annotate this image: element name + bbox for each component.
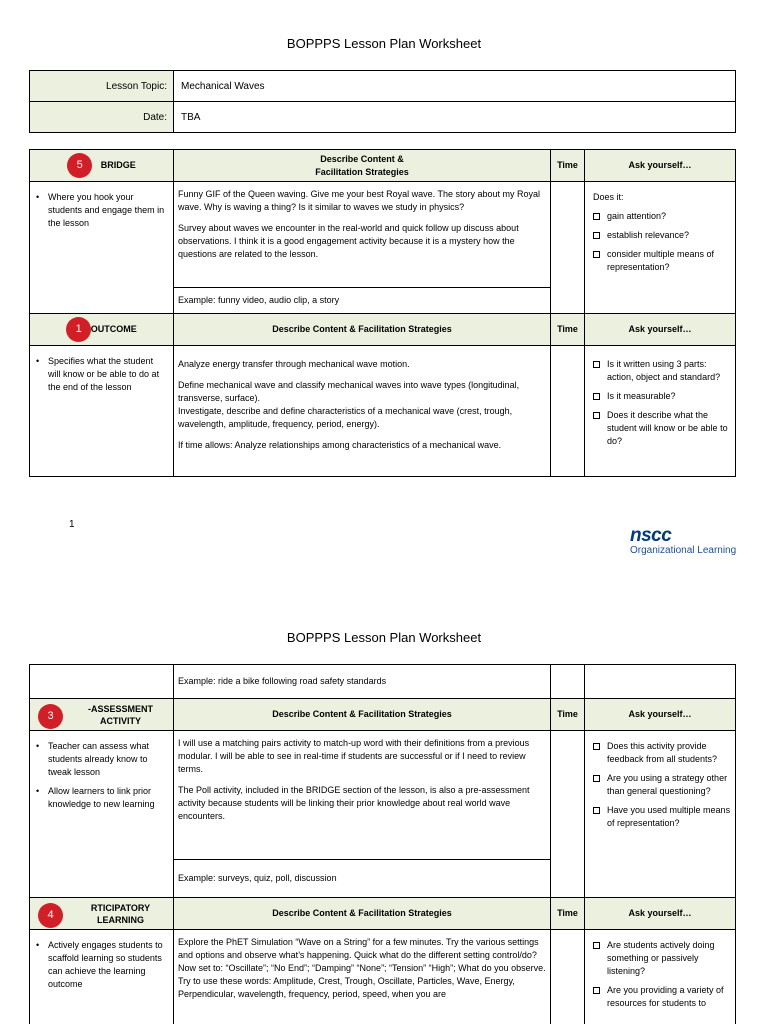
pre-assessment-example: Example: surveys, quiz, poll, discussion	[174, 860, 551, 898]
outcome-label: OUTCOME	[90, 323, 137, 334]
checkbox-icon	[593, 942, 600, 949]
checkbox-icon	[593, 251, 600, 258]
pre-assessment-label-line1: -ASSESSMENT	[87, 703, 153, 714]
checkbox-icon	[593, 232, 600, 239]
time-header: Time	[551, 150, 585, 182]
bridge-time-cell	[551, 182, 585, 314]
checklist-item: gain attention?	[593, 210, 731, 223]
ask-yourself-header: Ask yourself…	[585, 699, 736, 731]
does-it-label: Does it:	[593, 192, 624, 202]
outcome-content-p1: Analyze energy transfer through mechanical wave motion.	[178, 359, 410, 369]
checklist-item: Is it measurable?	[593, 390, 731, 403]
pre-assessment-ask-cell	[585, 731, 736, 898]
checklist-item: Does this activity provide feedback from all students?	[593, 740, 731, 766]
pre-assessment-time-cell	[551, 731, 585, 898]
ask-yourself-header: Ask yourself…	[585, 898, 736, 930]
stage-number-badge: 5	[67, 153, 92, 178]
participatory-label-line1: RTICIPATORY	[90, 902, 151, 913]
checkbox-icon	[593, 743, 600, 750]
checklist-item: establish relevance?	[593, 229, 731, 242]
logo-sub-text: Organizational Learning	[630, 545, 737, 556]
pre-assessment-content-cell	[174, 731, 551, 860]
empty-cell	[585, 665, 736, 699]
pre-assessment-content-p2: The Poll activity, included in the BRIDGE section of the lesson, is also a pre-assessment activity because students will be linking their prior knowledge about real world wave encounters.	[178, 785, 530, 821]
empty-cell	[551, 665, 585, 699]
checkbox-icon	[593, 987, 600, 994]
date-value: TBA	[174, 102, 736, 133]
ask-yourself-header: Ask yourself…	[585, 150, 736, 182]
participatory-ask-cell	[585, 930, 736, 1024]
outcome-bullet: • Specifies what the student will know or be able to do at the end of the lesson	[36, 355, 167, 394]
stage-number-badge: 1	[66, 317, 91, 342]
lesson-topic-label: Lesson Topic:	[30, 71, 174, 102]
checklist-item: Does it describe what the student will know or be able to do?	[593, 409, 731, 448]
page-title: BOPPPS Lesson Plan Worksheet	[286, 36, 482, 51]
content-header: Describe Content & Facilitation Strategies	[174, 314, 551, 346]
page-number: 1	[69, 519, 75, 530]
lesson-topic-value: Mechanical Waves	[174, 71, 736, 102]
stage-number-badge: 3	[38, 704, 63, 729]
outcome-ask-cell	[585, 346, 736, 477]
participatory-description-cell	[30, 930, 174, 1024]
outcome-stage-header	[30, 314, 174, 346]
empty-cell	[30, 665, 174, 699]
bridge-ask-cell	[585, 182, 736, 314]
lesson-info-table	[29, 70, 736, 133]
outcome-time-cell	[551, 346, 585, 477]
pre-assessment-bullet: • Allow learners to link prior knowledge to new learning	[36, 785, 167, 811]
checkbox-icon	[593, 213, 600, 220]
participatory-content-p2: Now set to: “Oscillate”; “No End”; “Damping” “None”; “Tension” “High”; What do you observe. Try to use these words: Amplitude, Crest, Trough, Oscillate, Particles, Wave, Energy, Perpendicular, wavelength, frequency, period, speed, when you are	[178, 963, 546, 999]
stage-number-badge: 4	[38, 903, 63, 928]
time-header: Time	[551, 314, 585, 346]
content-header	[174, 150, 551, 182]
participatory-stage-header	[30, 898, 174, 930]
participatory-time-cell	[551, 930, 585, 1024]
content-header: Describe Content & Facilitation Strategies	[174, 699, 551, 731]
bridge-label: BRIDGE	[100, 159, 136, 170]
participatory-content-cell	[174, 930, 551, 1024]
bridge-content-p1: Funny GIF of the Queen waving. Give me your best Royal wave. The story about my Royal wave. Why is waving a thing? Is it similar to waves we study in physics?	[178, 189, 540, 212]
bridge-description-cell	[30, 182, 174, 314]
checkbox-icon	[593, 807, 600, 814]
outcome-content-p4: If time allows: Analyze relationships among characteristics of a mechanical wave.	[178, 440, 502, 450]
pre-assessment-content-p1: I will use a matching pairs activity to match-up word with their definitions from a previous modular. I will be able to see in real-time if students are successful or if I need to review terms.	[178, 738, 530, 774]
bridge-bullet: • Where you hook your students and engage them in the lesson	[36, 191, 167, 230]
content-header-line1: Describe Content &	[320, 153, 404, 164]
pre-assessment-label-line2: ACTIVITY	[99, 715, 141, 726]
logo-main-text: nscc	[630, 525, 672, 546]
date-label: Date:	[30, 102, 174, 133]
ask-yourself-header: Ask yourself…	[585, 314, 736, 346]
checklist-item: consider multiple means of representation?	[593, 248, 731, 274]
checkbox-icon	[593, 361, 600, 368]
outcome-content-cell	[174, 346, 551, 477]
checkbox-icon	[593, 775, 600, 782]
outcome-content-p2: Define mechanical wave and classify mechanical waves into wave types (longitudinal, transverse, surface).	[178, 380, 520, 403]
checkbox-icon	[593, 412, 600, 419]
bridge-outcome-table	[29, 149, 736, 477]
page-title: BOPPPS Lesson Plan Worksheet	[286, 630, 482, 645]
participatory-content-p1: Explore the PhET Simulation “Wave on a String” for a few minutes. Try the various settings and options and observe what’s happening. Quick what do the different setting control/do?	[178, 937, 539, 960]
time-header: Time	[551, 898, 585, 930]
pre-assessment-stage-header	[30, 699, 174, 731]
checklist-item: Are you providing a variety of resources for students to	[593, 984, 731, 1010]
checklist-item: Are students actively doing something or passively listening?	[593, 939, 731, 978]
bridge-content-p2: Survey about waves we encounter in the real-world and quick follow up discuss about observations. I think it is a good engagement activity because it is a mystery how the questions are related to the lesson.	[178, 223, 519, 259]
nscc-logo	[630, 527, 736, 557]
bridge-example: Example: funny video, audio clip, a story	[174, 288, 551, 314]
content-header: Describe Content & Facilitation Strategies	[174, 898, 551, 930]
pre-assessment-description-cell	[30, 731, 174, 898]
participatory-label-line2: LEARNING	[97, 914, 144, 925]
outcome-description-cell	[30, 346, 174, 477]
pre-participatory-table	[29, 664, 736, 1024]
checklist-item: Is it written using 3 parts: action, object and standard?	[593, 358, 731, 384]
checklist-item: Are you using a strategy other than general questioning?	[593, 772, 731, 798]
time-header: Time	[551, 699, 585, 731]
checklist-item: Have you used multiple means of representation?	[593, 804, 731, 830]
bridge-stage-header	[30, 150, 174, 182]
outcome-example: Example: ride a bike following road safety standards	[174, 665, 551, 699]
participatory-bullet: • Actively engages students to scaffold learning so students can achieve the learning outcome	[36, 939, 167, 991]
pre-assessment-bullet: • Teacher can assess what students already know to tweak lesson	[36, 740, 167, 779]
outcome-content-p3: Investigate, describe and define characteristics of a mechanical wave (crest, trough, wavelength, amplitude, frequency, period, energy).	[178, 406, 513, 429]
checkbox-icon	[593, 393, 600, 400]
content-header-line2: Facilitation Strategies	[315, 166, 409, 177]
bridge-content-cell	[174, 182, 551, 288]
